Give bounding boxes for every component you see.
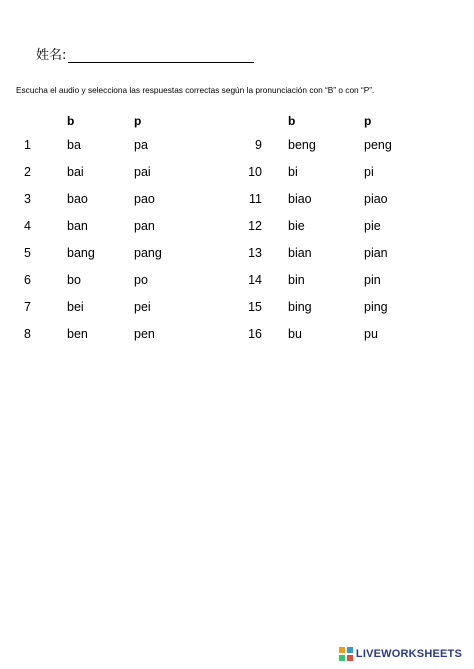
item-number: 1 (24, 138, 31, 152)
name-row (36, 44, 254, 63)
column-header-p-right: p (364, 114, 372, 128)
option-b[interactable]: bo (67, 273, 81, 287)
option-b[interactable]: bei (67, 300, 84, 314)
option-p[interactable]: pang (134, 246, 162, 260)
option-p[interactable]: pei (134, 300, 151, 314)
name-label: 姓名: (36, 48, 67, 63)
option-b[interactable]: bang (67, 246, 95, 260)
option-b[interactable]: biao (288, 192, 312, 206)
column-header-p-left: p (134, 114, 142, 128)
item-number: 7 (24, 300, 31, 314)
item-number: 11 (249, 192, 262, 206)
option-b[interactable]: bian (288, 246, 312, 260)
item-number: 3 (24, 192, 31, 206)
item-number: 4 (24, 219, 31, 233)
option-p[interactable]: pa (134, 138, 148, 152)
option-b[interactable]: bai (67, 165, 84, 179)
instruction-text: Escucha el audio y selecciona las respuestas correctas según la pronunciación con “B” o con “P”. (16, 85, 375, 95)
option-p[interactable]: pian (364, 246, 388, 260)
item-number: 10 (248, 165, 262, 179)
answer-row (0, 273, 474, 293)
item-number: 12 (248, 219, 262, 233)
option-p[interactable]: peng (364, 138, 392, 152)
liveworksheets-brand[interactable] (339, 647, 462, 661)
item-number: 2 (24, 165, 31, 179)
option-p[interactable]: ping (364, 300, 388, 314)
item-number: 5 (24, 246, 31, 260)
item-number: 14 (248, 273, 262, 287)
option-b[interactable]: bing (288, 300, 312, 314)
answer-row (0, 327, 474, 347)
option-p[interactable]: pai (134, 165, 151, 179)
item-number: 16 (248, 327, 262, 341)
option-p[interactable]: pan (134, 219, 155, 233)
option-p[interactable]: pen (134, 327, 155, 341)
item-number: 9 (255, 138, 262, 152)
answer-row (0, 300, 474, 320)
answer-row (0, 192, 474, 212)
answer-row (0, 138, 474, 158)
option-p[interactable]: pao (134, 192, 155, 206)
item-number: 15 (248, 300, 262, 314)
option-b[interactable]: bu (288, 327, 302, 341)
liveworksheets-logo-icon (339, 647, 353, 661)
column-header-b-right: b (288, 114, 296, 128)
answer-row (0, 246, 474, 266)
option-b[interactable]: beng (288, 138, 316, 152)
column-header-b-left: b (67, 114, 75, 128)
name-blank-line (68, 48, 254, 63)
option-b[interactable]: bie (288, 219, 305, 233)
option-p[interactable]: pin (364, 273, 381, 287)
option-b[interactable]: bao (67, 192, 88, 206)
item-number: 6 (24, 273, 31, 287)
option-b[interactable]: bi (288, 165, 298, 179)
option-b[interactable]: ben (67, 327, 88, 341)
option-p[interactable]: pie (364, 219, 381, 233)
option-p[interactable]: pu (364, 327, 378, 341)
option-b[interactable]: bin (288, 273, 305, 287)
answer-row (0, 165, 474, 185)
option-p[interactable]: po (134, 273, 148, 287)
item-number: 8 (24, 327, 31, 341)
brand-label: LIVEWORKSHEETS (355, 648, 462, 660)
item-number: 13 (248, 246, 262, 260)
option-p[interactable]: pi (364, 165, 374, 179)
option-b[interactable]: ba (67, 138, 81, 152)
option-b[interactable]: ban (67, 219, 88, 233)
option-p[interactable]: piao (364, 192, 388, 206)
answer-row (0, 219, 474, 239)
